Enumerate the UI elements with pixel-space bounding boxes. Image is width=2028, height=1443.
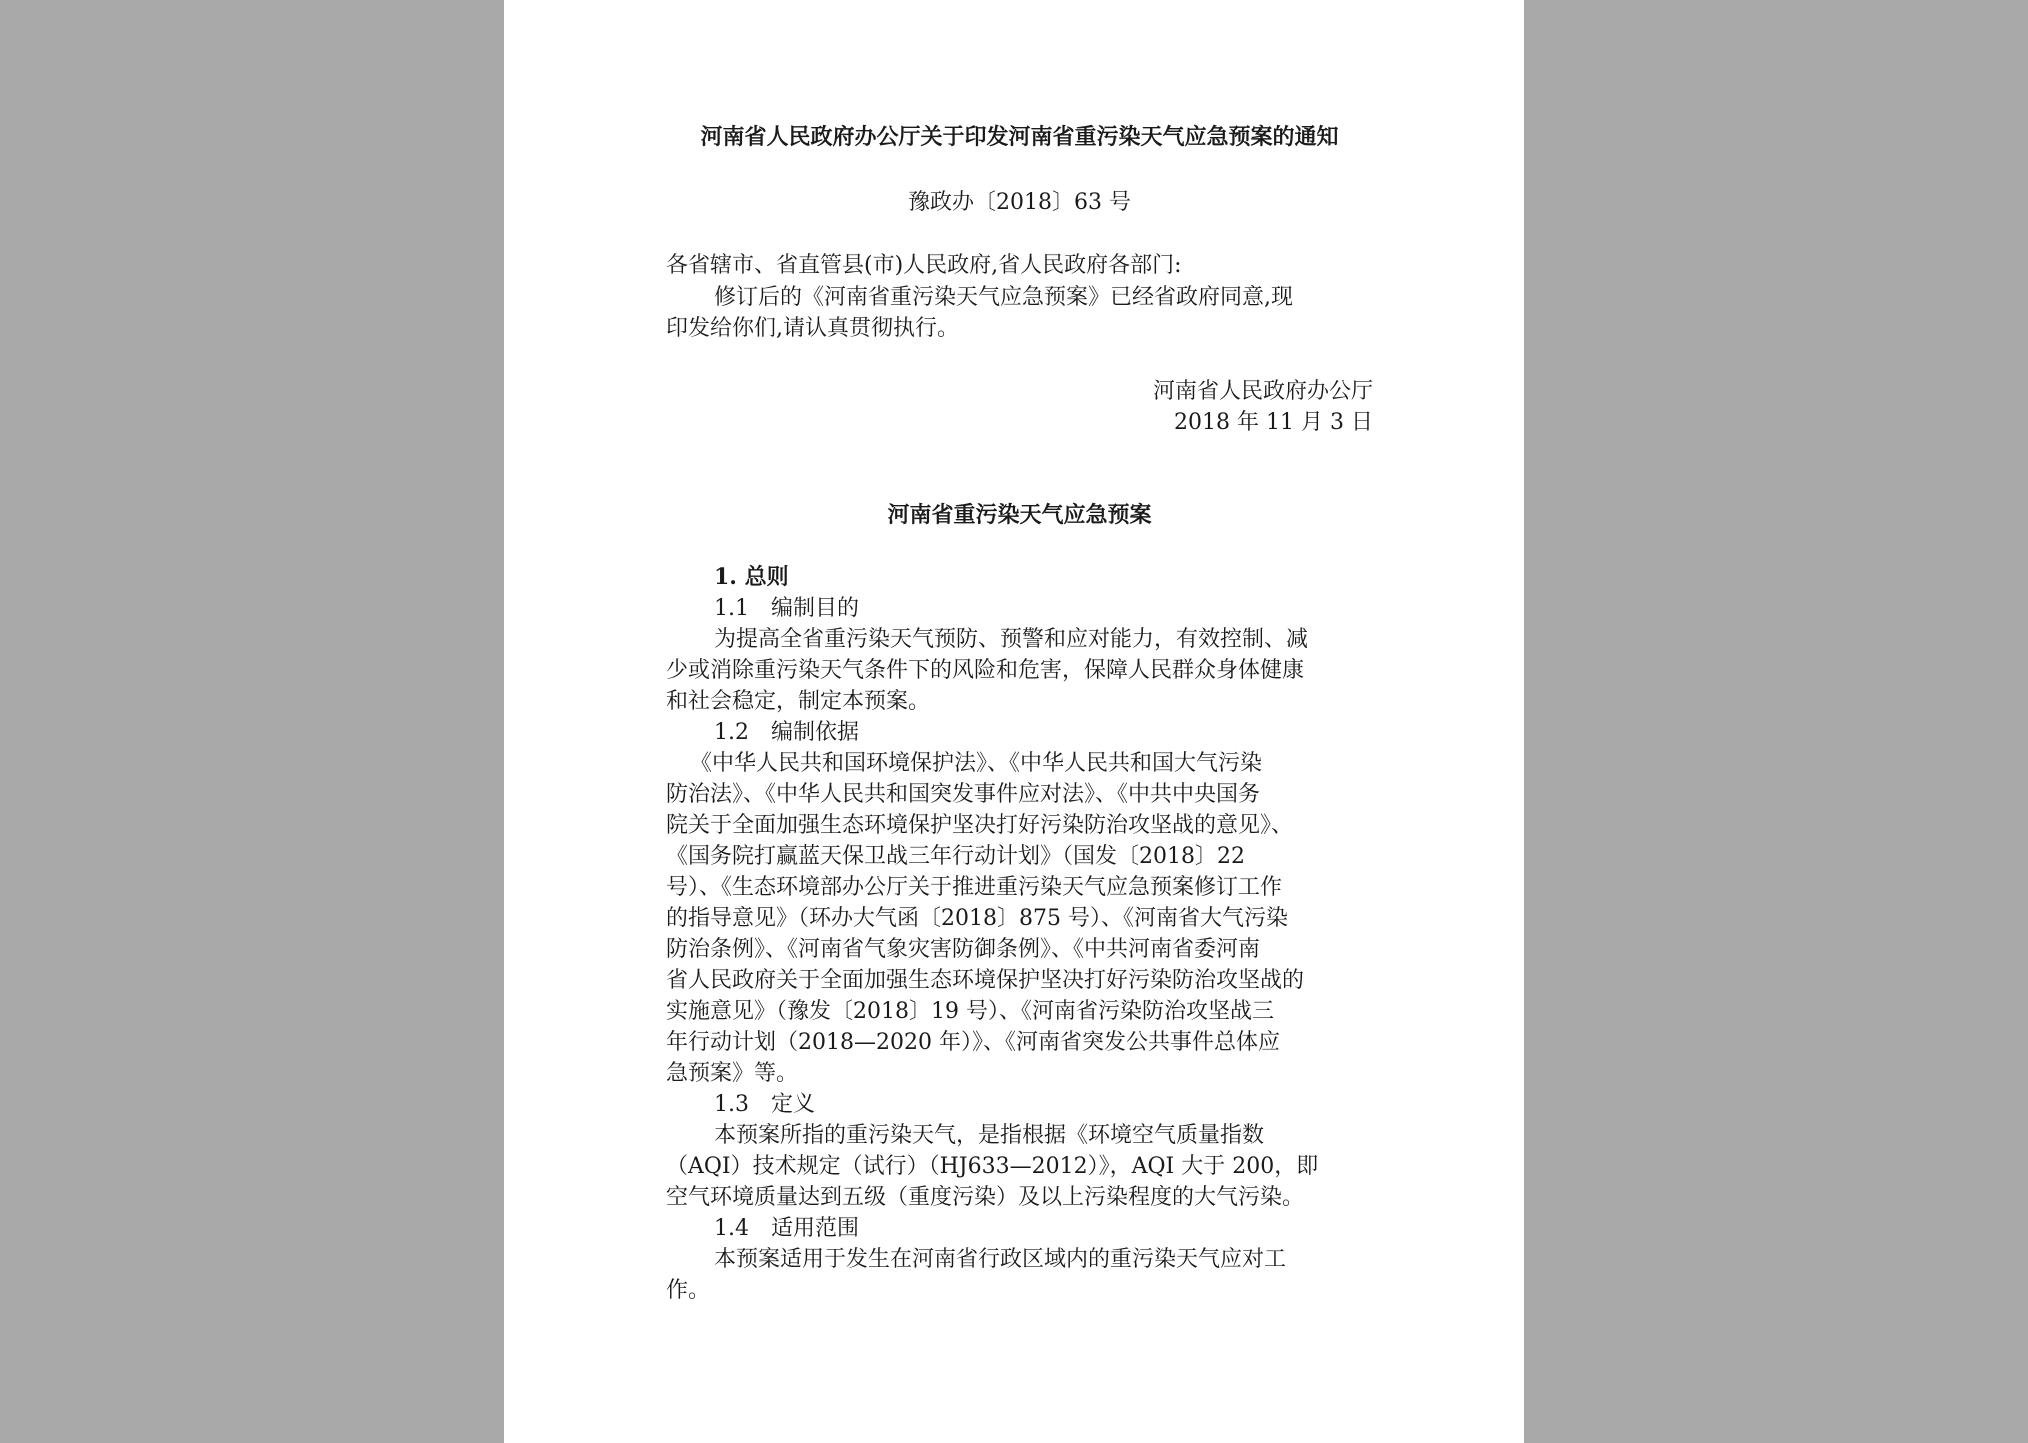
plan-text-line: 1. 总则 [714,564,789,590]
plan-text-line: 1.2 编制依据 [714,720,859,745]
plan-text-line: 《国务院打赢蓝天保卫战三年行动计划》（国发〔2018〕22 [666,844,1245,869]
document-title: 河南省人民政府办公厅关于印发河南省重污染天气应急预案的通知 [700,124,1339,150]
plan-text-line: 《中华人民共和国环境保护法》、《中华人民共和国大气污染 [690,751,1263,776]
plan-text-line: 作。 [666,1278,711,1303]
plan-text-line: 防治条例》、《河南省气象灾害防御条例》、《中共河南省委河南 [666,937,1261,962]
plan-text-line: 本预案适用于发生在河南省行政区域内的重污染天气应对工 [714,1247,1287,1272]
plan-text-line: 号）、《生态环境部办公厅关于推进重污染天气应急预案修订工作 [666,875,1283,900]
document-page [504,0,1524,1443]
plan-text-line: 的指导意见》（环办大气函〔2018〕875 号）、《河南省大气污染 [666,906,1288,931]
plan-text-line: 为提高全省重污染天气预防、预警和应对能力，有效控制、减 [714,627,1309,652]
body-line: 印发给你们,请认真贯彻执行。 [666,316,959,341]
plan-text-line: 年行动计划（2018—2020 年）》、《河南省突发公共事件总体应 [666,1030,1280,1055]
plan-text-line: 急预案》等。 [666,1061,799,1086]
plan-text-line: 实施意见》（豫发〔2018〕19 号）、《河南省污染防治攻坚战三 [666,999,1274,1024]
plan-text-line: 和社会稳定，制定本预案。 [666,689,931,714]
plan-text-line: 院关于全面加强生态环境保护坚决打好污染防治攻坚战的意见》、 [666,813,1294,838]
plan-text-line: 1.1 编制目的 [714,596,859,621]
plan-text-line: 防治法》、《中华人民共和国突发事件应对法》、《中共中央国务 [666,782,1261,807]
body-line: 修订后的《河南省重污染天气应急预案》已经省政府同意,现 [714,285,1293,310]
plan-text-line: 空气环境质量达到五级（重度污染）及以上污染程度的大气污染。 [666,1185,1305,1210]
plan-text-line: 少或消除重污染天气条件下的风险和危害，保障人民群众身体健康 [666,658,1305,683]
signer: 河南省人民政府办公厅 [1152,379,1373,404]
salutation: 各省辖市、省直管县(市)人民政府,省人民政府各部门: [666,253,1182,278]
plan-text-line: 省人民政府关于全面加强生态环境保护坚决打好污染防治攻坚战的 [666,968,1305,993]
plan-text-line: 1.3 定义 [714,1092,815,1117]
plan-title: 河南省重污染天气应急预案 [887,502,1152,528]
document-number: 豫政办〔2018〕63 号 [908,190,1131,215]
plan-text-line: 本预案所指的重污染天气，是指根据《环境空气质量指数 [714,1123,1265,1148]
signature-date: 2018 年 11 月 3 日 [1174,410,1373,435]
plan-text-line: 1.4 适用范围 [714,1216,859,1241]
plan-text-line: （AQI）技术规定（试行）（HJ633—2012）》，AQI 大于 200，即 [666,1154,1319,1179]
